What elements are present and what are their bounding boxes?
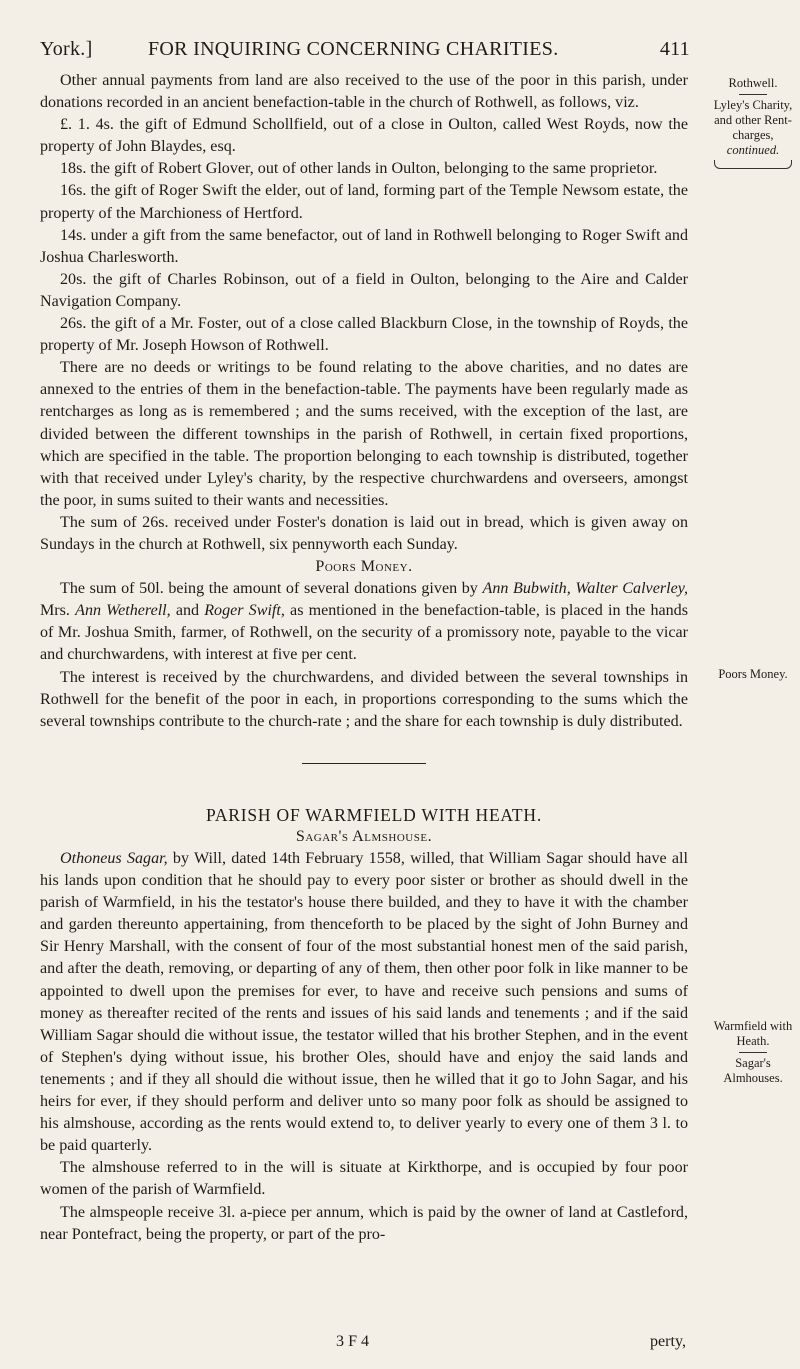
section-heading-sagars-almshouse: Sagar's Almshouse. xyxy=(295,827,433,845)
section-heading-poors-money: Poors Money. xyxy=(315,558,413,576)
section-divider xyxy=(302,763,426,764)
margin-note-poors-money xyxy=(708,667,798,682)
paragraph: The sum of 26s. received under Foster's donation is laid out in bread, which is given away on Sundays in the church at Rothwell, six pennyworth each Sunday. xyxy=(40,513,688,553)
parish-heading: PARISH OF WARMFIELD WITH HEATH. xyxy=(205,804,543,825)
paragraph: The almspeople receive 3l. a-piece per annum, which is paid by the owner of land at Castleford, near Pontefract, being the property, or part of the pro- xyxy=(40,1203,688,1243)
margin-note-warmfield xyxy=(708,1019,798,1086)
text-run: The sum of 50l. being the amount of several donations given by xyxy=(60,580,483,598)
margin-text: Sagar's Almhouses. xyxy=(723,1056,783,1085)
paragraph: Other annual payments from land are also received to the use of the poor in this parish, under donations recorded in an ancient benefaction-table in the church of Rothwell, as follows, viz. xyxy=(40,72,688,112)
margin-text: Heath. xyxy=(736,1034,770,1048)
paragraph xyxy=(40,578,688,666)
margin-text: Rothwell. xyxy=(728,76,778,90)
margin-note-rothwell xyxy=(708,76,798,169)
paragraph: 20s. the gift of Charles Robinson, out of a field in Oulton, belonging to the Aire and Calder Navigation Company. xyxy=(40,270,688,310)
page-number: 411 xyxy=(659,38,690,60)
italic-name: Roger Swift, xyxy=(204,602,285,620)
paragraph: 16s. the gift of Roger Swift the elder, out of land, forming part of the Temple Newsom estate, the property of the Marchioness of Hertford. xyxy=(40,182,688,222)
margin-text: and other Rent- xyxy=(714,113,792,127)
text-run: by Will, dated 14th February 1558, willed, that William Sagar should have all his lands upon condition that he should pay to every poor sister or brother as should dwell in the parish of Warmfield, in his the testator's house there builded, and they to have it with the chamber and garden thereunto appertaining, from thenceforth to be placed by the sight of John Burney and Sir Henry Marshall, with the consent of four of the most substantial honest men of the said parish, and after the death, removing, or departing of any of them, then other poor folk in like manner to be appointed to dwell upon the premises for ever, to have and receive such pensions and sums of money as thereafter recited of the rents and issues of his said lands and tenements ; and if the said William Sagar should die without issue, the testator willed that his brother Stephen, and in the event of Stephen's dying without issue, his brother Oles, should have and enjoy the said lands and tenements ; and if they all should die without issue, then he willed that it go to John Sagar, and his heirs for ever, if they should perform and deliver unto so many poor folk as should be assigned to his almshouse, according as the rents would extend to, to deliver yearly to every one of them 3 l. to be paid quarterly. xyxy=(40,850,688,1155)
paragraph xyxy=(40,848,688,1157)
margin-brace xyxy=(714,160,792,169)
text-run: and xyxy=(170,602,205,620)
italic-name: Ann Bubwith, Walter Calverley, xyxy=(482,580,689,598)
paragraph: There are no deeds or writings to be found relating to the above charities, and no dates are annexed to the entries of them in the benefaction-table. The payments have been regularly made as rentcharges as long as is remembered ; and the sums received, with the exception of the last, are divided between the different townships in the parish of Rothwell, in certain fixed proportions, which are specified in the table. The proportion belonging to each township is distributed, together with that received under Lyley's charity, by the respective churchwardens and overseers, amongst the poor, in sums suited to their wants and necessities. xyxy=(40,359,688,509)
paragraph: 26s. the gift of a Mr. Foster, out of a close called Blackburn Close, in the township of Royds, the property of Mr. Joseph Howson of Rothwell. xyxy=(40,315,688,355)
margin-dash xyxy=(739,1052,767,1053)
margin-text: Warmfield with xyxy=(713,1019,793,1033)
header-title: FOR INQUIRING CONCERNING CHARITIES. xyxy=(148,38,559,60)
signature-mark: 3 F 4 xyxy=(336,1333,370,1350)
paragraph: 18s. the gift of Robert Glover, out of other lands in Oulton, belonging to the same proprietor. xyxy=(60,160,658,178)
italic-name: Ann Wetherell, xyxy=(75,602,171,620)
page-footer xyxy=(40,1333,688,1355)
running-header xyxy=(40,38,690,66)
margin-dash xyxy=(739,94,767,95)
main-text xyxy=(40,70,688,1246)
italic-name: Othoneus Sagar, xyxy=(60,850,168,867)
paragraph: The interest is received by the churchwardens, and divided between the several townships in Rothwell for the benefit of the poor in each, in proportions corresponding to the sums which the several townships contribute to the church-rate ; and the share for each township is duly distributed. xyxy=(40,668,688,730)
margin-text: Poors Money. xyxy=(718,667,788,681)
header-county: York.] xyxy=(40,38,93,60)
margin-text: continued. xyxy=(726,143,780,157)
catchword: perty, xyxy=(649,1333,686,1350)
paragraph: The almshouse referred to in the will is situate at Kirkthorpe, and is occupied by four poor women of the parish of Warmfield. xyxy=(40,1159,688,1199)
margin-text: charges, xyxy=(732,128,774,142)
text-run: as mentioned in the benefaction-table, is placed in the hands of Mr. Joshua Smith, farmer, of Rothwell, on the security of a promissory note, payable to the vicar and churchwardens, with interest at five per cent. xyxy=(40,602,688,664)
paragraph: 14s. under a gift from the same benefactor, out of land in Rothwell belonging to Roger Swift and Joshua Charlesworth. xyxy=(40,226,688,266)
margin-text: Lyley's Charity, xyxy=(713,98,793,112)
paragraph: £. 1. 4s. the gift of Edmund Schollfield, out of a close in Oulton, called West Royds, now the property of John Blaydes, esq. xyxy=(40,116,688,156)
text-run: Mrs. xyxy=(40,602,76,620)
